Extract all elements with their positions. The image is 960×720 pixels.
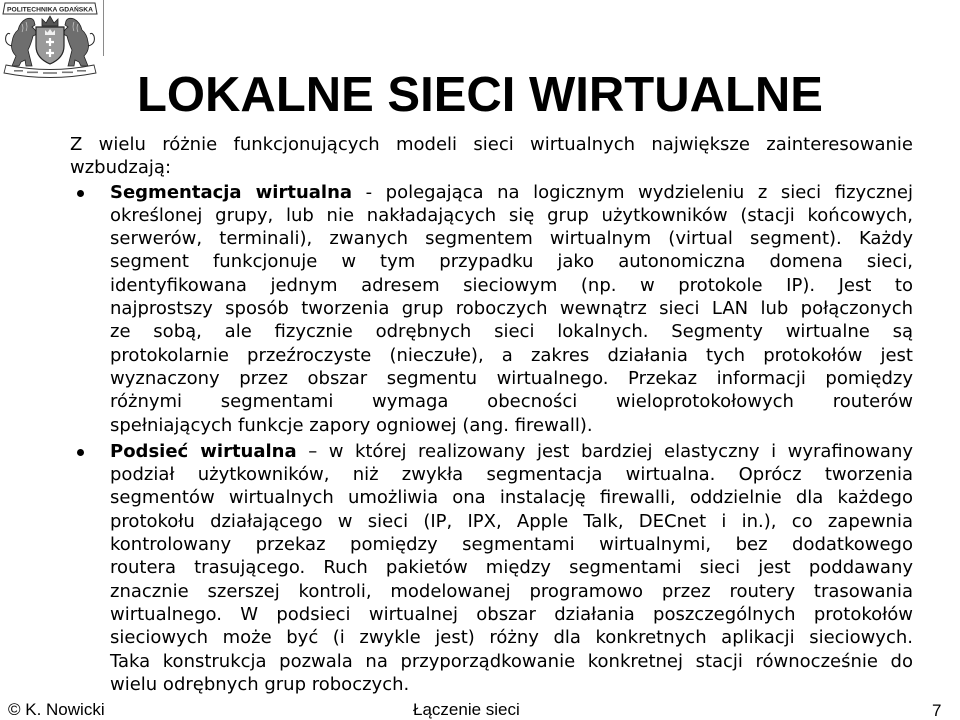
text-line: podział użytkowników, niż zwykła segmentacja wirtualna. Oprócz tworzenia: [110, 464, 913, 486]
slide-title: LOKALNE SIECI WIRTUALNE: [137, 68, 823, 122]
bullet-icon: [77, 449, 84, 456]
bullet-text: – w której realizowany jest bardziej elastyczny i wyrafinowany: [308, 440, 914, 462]
text-line: znacznie szerszej kontroli, modelowanej programowo przez routery trasowania: [110, 580, 913, 602]
text-line: protokolarnie przeźroczyste (nieczułe), a zakres działania tych protokołów jest: [110, 344, 913, 366]
footer-author: © K. Nowicki: [8, 700, 105, 719]
text-line: identyfikowana jednym adresem sieciowym (np. w protokole IP). Jest to: [110, 274, 913, 296]
text-line: wirtualnego. W podsieci wirtualnej obszar działania poszczególnych protokołów: [110, 603, 913, 625]
bullet-term: Podsieć wirtualna: [110, 440, 297, 462]
text-line: segment funkcjonuje w tym przypadku jako autonomiczna domena sieci,: [110, 251, 913, 273]
text-line: Taka konstrukcja pozwala na przyporządkowanie konkretnej stacji równocześnie do: [110, 650, 913, 672]
lion-left: [6, 18, 37, 66]
text-line: wyznaczony przez obszar segmentu wirtualnego. Przekaz informacji pomiędzy: [110, 367, 913, 389]
bullet-icon: [77, 190, 84, 197]
lion-right: [63, 18, 94, 66]
bullet-item-subnet: [70, 440, 913, 696]
crown-icon: [42, 16, 58, 26]
footer-topic: Łączenie sieci: [413, 700, 520, 719]
university-crest-icon: [0, 0, 100, 80]
header-divider: [103, 0, 104, 56]
text-line: serwerów, terminali), zwanych segmentem wirtualnym (virtual segment). Każdy: [110, 228, 913, 250]
text-line: kontrolowany przekaz pomiędzy segmentami wirtualnymi, bez dodatkowego: [110, 534, 913, 556]
text-line: wzbudzają:: [70, 157, 172, 179]
text-line: sieciowych może być (i zwykle jest) różny dla konkretnych aplikacji sieciowych.: [110, 627, 913, 649]
text-line: najprostszy sposób tworzenia grup roboczych wewnątrz sieci LAN lub połączonych: [110, 298, 913, 320]
slide-content: [70, 133, 913, 696]
crest-banner-text: POLITECHNIKA GDAŃSKA: [7, 6, 89, 14]
text-line: [110, 181, 913, 204]
text-line: segmentów wirtualnych umożliwia ona instalację firewalli, oddzielnie dla każdego: [110, 487, 913, 509]
bullet-text: - polegająca na logicznym wydzieleniu z sieci fizycznej: [365, 181, 913, 203]
crest-graphic: [0, 0, 100, 80]
text-line: routera trasującego. Ruch pakietów między segmentami sieci jest poddawany: [110, 557, 913, 579]
bullet-term: Segmentacja wirtualna: [110, 181, 353, 203]
text-line: [110, 440, 913, 463]
text-line: protokołu działającego w sieci (IP, IPX, Apple Talk, DECnet i in.), co zapewnia: [110, 510, 913, 532]
text-line: wielu odrębnych grup roboczych.: [110, 673, 410, 695]
text-line: różnymi segmentami wymaga obecności wieloprotokołowych routerów: [110, 391, 913, 413]
text-line: ze sobą, ale fizycznie odrębnych sieci lokalnych. Segmenty wirtualne są: [110, 321, 913, 343]
text-line: określonej grupy, lub nie nakładających się grup użytkowników (stacji końcowych,: [110, 204, 913, 226]
bullet-item-segmentation: [70, 181, 913, 437]
text-line: Z wielu różnie funkcjonujących modeli sieci wirtualnych największe zainteresowanie: [70, 134, 913, 155]
page-number: 7: [932, 701, 942, 720]
text-line: spełniających funkcje zapory ogniowej (ang. firewall).: [110, 414, 593, 436]
intro-paragraph: [70, 133, 913, 180]
